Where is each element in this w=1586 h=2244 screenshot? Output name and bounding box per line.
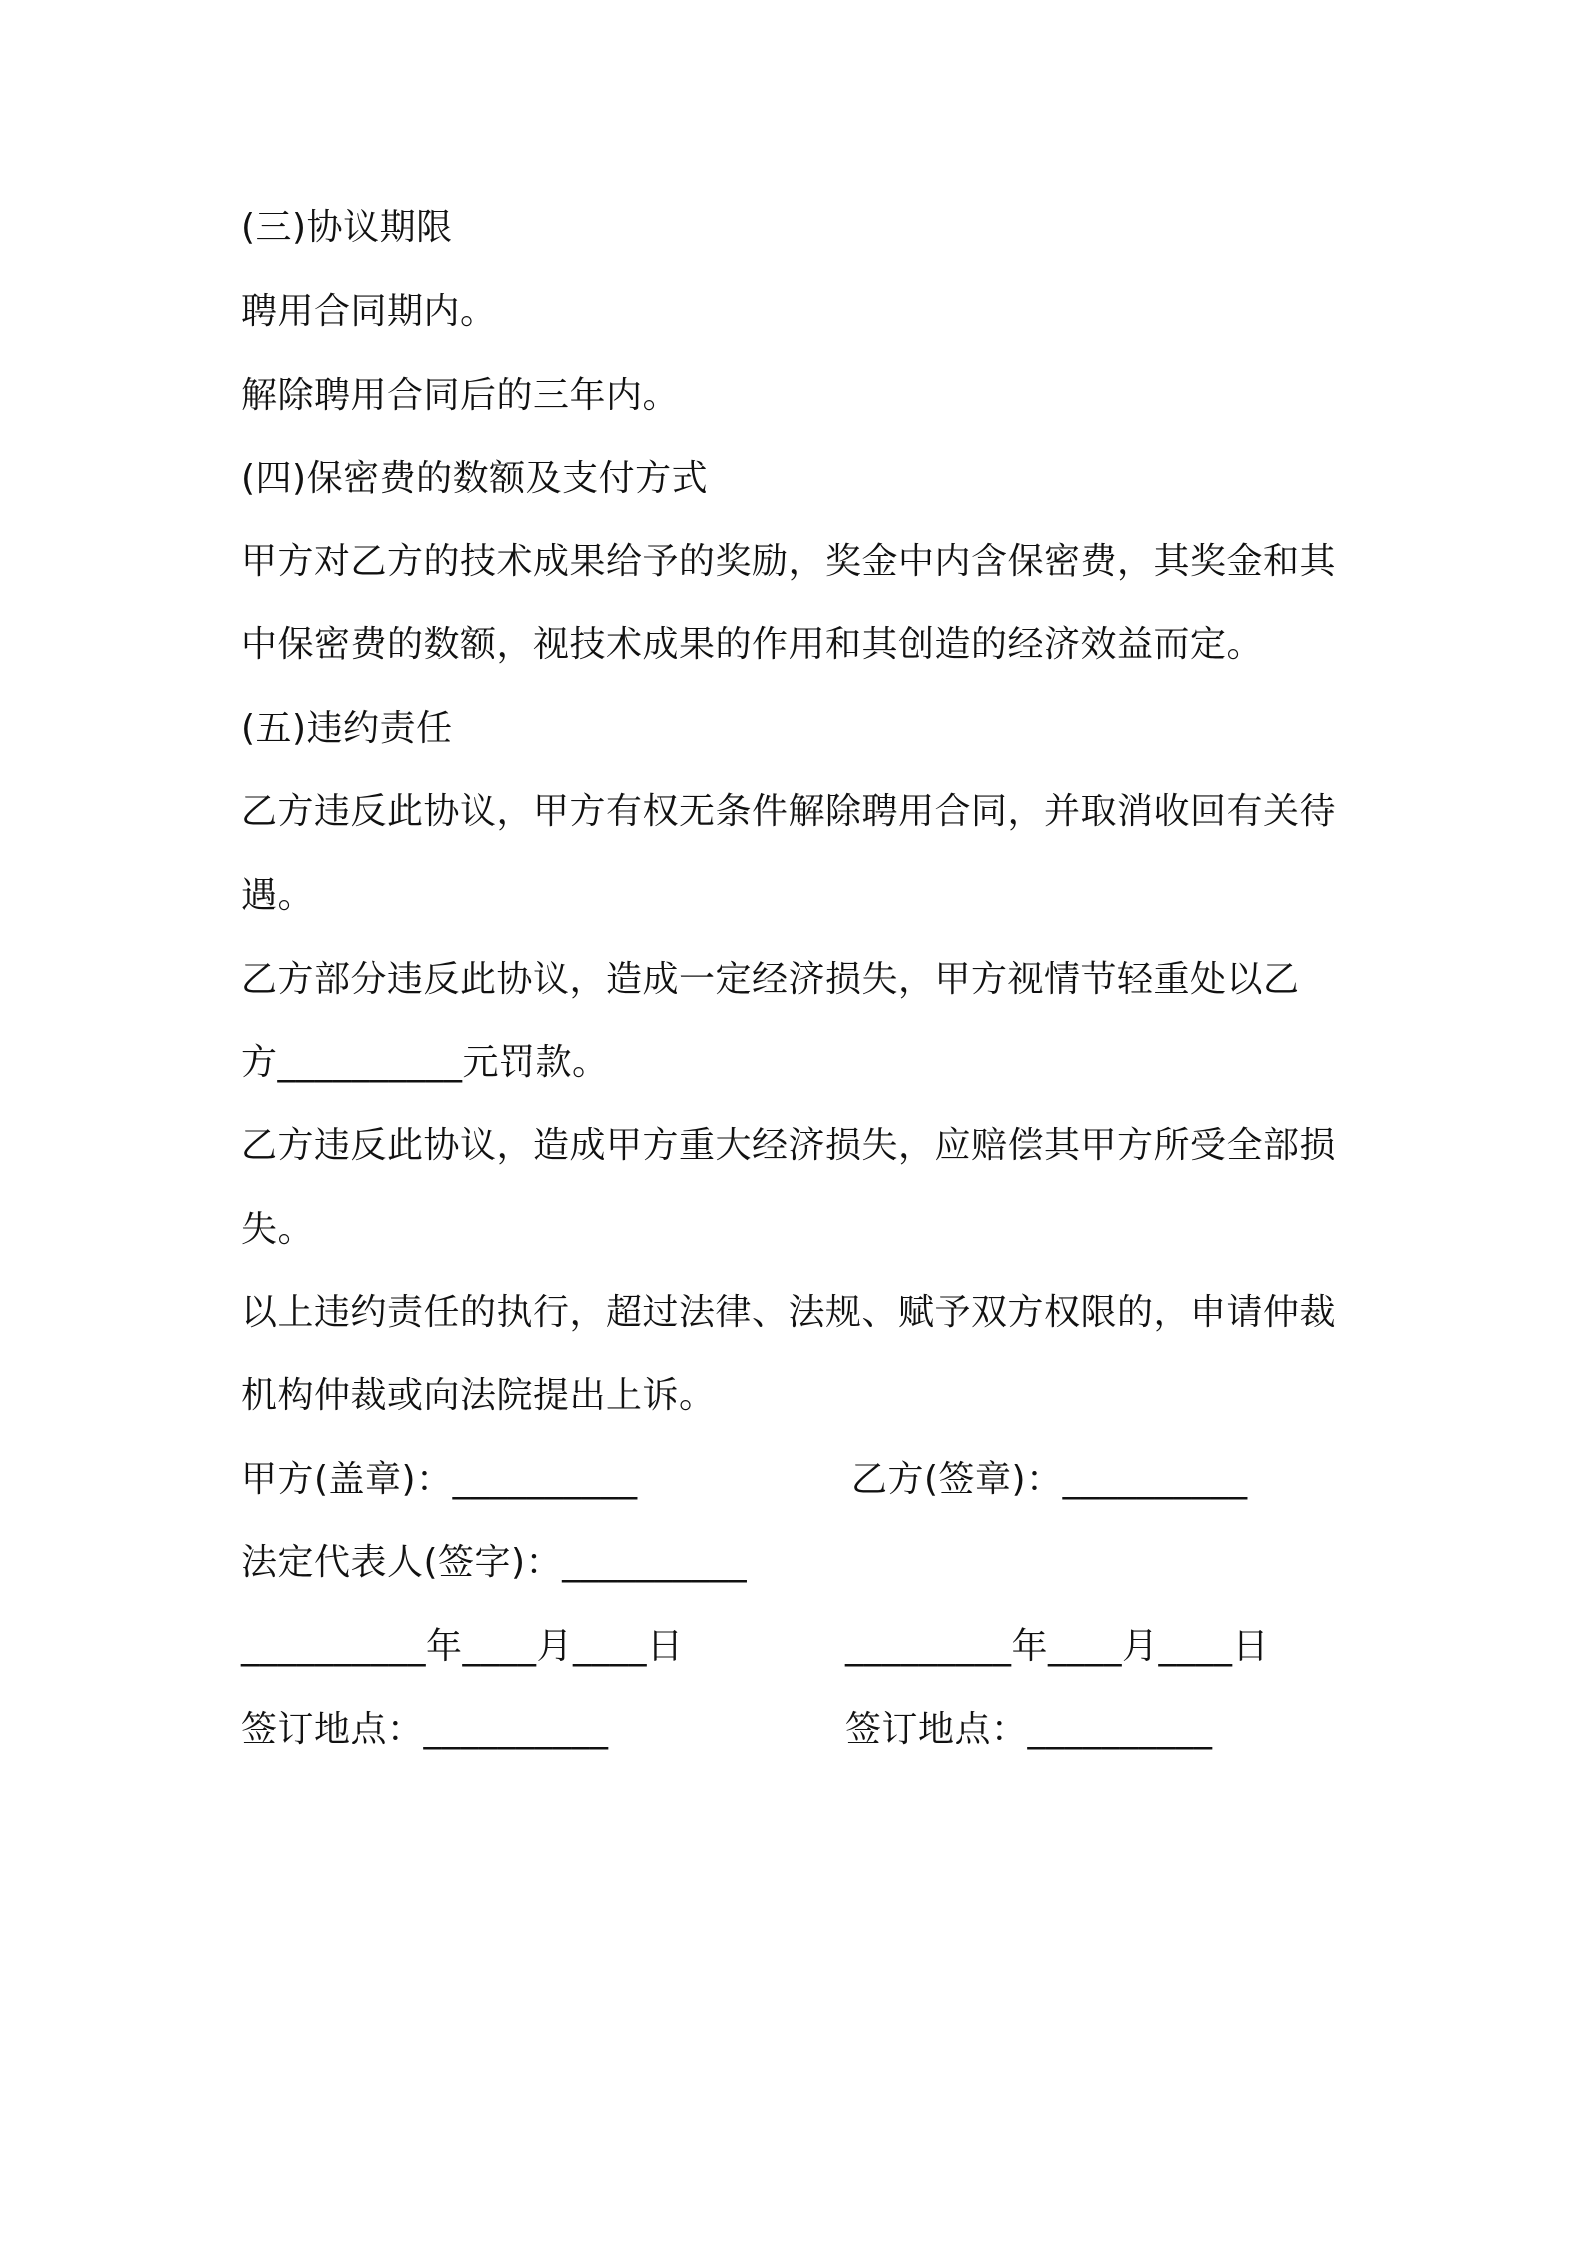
section-4-heading: (四)保密费的数额及支付方式 xyxy=(241,458,709,499)
legal-representative-field: 法定代表人(签字)：__________ xyxy=(241,1542,748,1583)
section-5-body-line: 乙方部分违反此协议，造成一定经济损失，甲方视情节轻重处以乙 xyxy=(241,959,1300,1000)
section-5-body-line: 方__________元罚款。 xyxy=(241,1042,609,1083)
date-field-left: __________年____月____日 xyxy=(241,1626,684,1667)
section-3-heading: (三)协议期限 xyxy=(241,207,453,248)
section-5-body-line: 机构仲裁或向法院提出上诉。 xyxy=(241,1375,716,1416)
section-5-heading: (五)违约责任 xyxy=(241,708,453,749)
section-5-body-line: 以上违约责任的执行，超过法律、法规、赋予双方权限的，申请仲裁 xyxy=(241,1292,1337,1333)
section-3-item: 聘用合同期内。 xyxy=(241,291,497,332)
section-5-body-line: 失。 xyxy=(241,1209,315,1250)
section-5-body-line: 遇。 xyxy=(241,875,315,916)
party-b-sign-field: 乙方(签章)：__________ xyxy=(851,1459,1248,1500)
section-5-body-line: 乙方违反此协议，造成甲方重大经济损失，应赔偿其甲方所受全部损 xyxy=(241,1125,1337,1166)
party-a-seal-field: 甲方(盖章)：__________ xyxy=(241,1459,638,1500)
section-3-item: 解除聘用合同后的三年内。 xyxy=(241,375,680,416)
date-field-right: _________年____月____日 xyxy=(845,1626,1269,1667)
section-4-body-line: 中保密费的数额，视技术成果的作用和其创造的经济效益而定。 xyxy=(241,624,1264,665)
section-4-body-line: 甲方对乙方的技术成果给予的奖励，奖金中内含保密费，其奖金和其 xyxy=(241,541,1337,582)
signing-place-right: 签订地点：__________ xyxy=(845,1709,1213,1750)
signing-place-left: 签订地点：__________ xyxy=(241,1709,609,1750)
section-5-body-line: 乙方违反此协议，甲方有权无条件解除聘用合同，并取消收回有关待 xyxy=(241,791,1337,832)
